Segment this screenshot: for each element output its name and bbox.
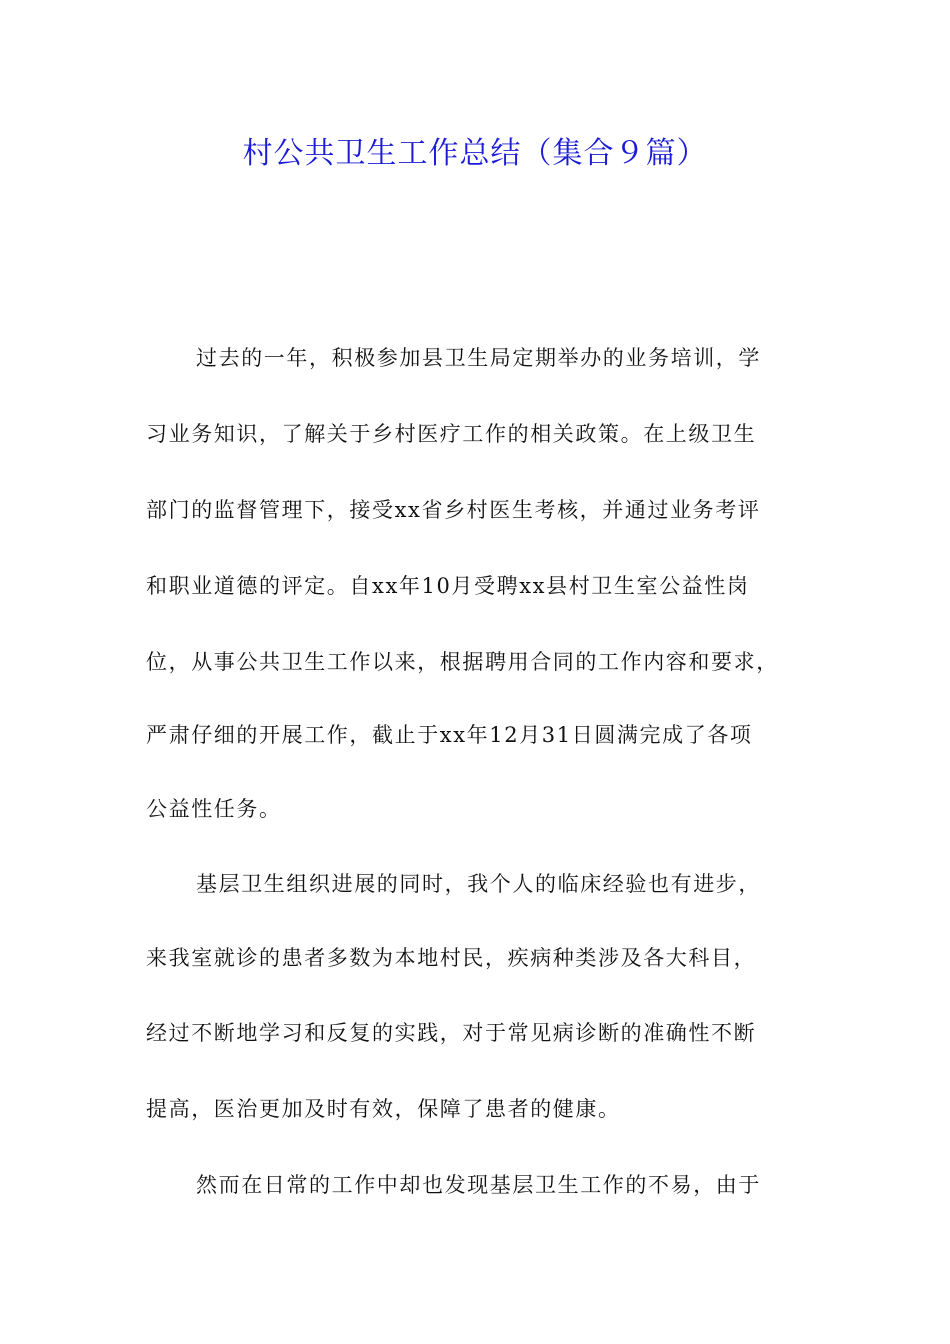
paragraph-2-line-2: 来我室就诊的患者多数为本地村民，疾病种类涉及各大科目， — [146, 946, 757, 970]
paragraph-1-line-2: 习业务知识，了解关于乡村医疗工作的相关政策。在上级卫生 — [146, 422, 757, 446]
paragraph-1-line-6: 严肃仔细的开展工作，截止于xx年12月31日圆满完成了各项 — [146, 723, 753, 747]
paragraph-1-line-4: 和职业道德的评定。自xx年10月受聘xx县村卫生室公益性岗 — [146, 574, 750, 598]
paragraph-1-line-5: 位，从事公共卫生工作以来，根据聘用合同的工作内容和要求， — [146, 650, 779, 674]
paragraph-2-line-4: 提高，医治更加及时有效，保障了患者的健康。 — [146, 1097, 621, 1121]
paragraph-1-line-3: 部门的监督管理下，接受xx省乡村医生考核，并通过业务考评 — [146, 498, 761, 522]
paragraph-1-line-7: 公益性任务。 — [146, 797, 282, 821]
document-title: 村公共卫生工作总结（集合９篇） — [242, 136, 708, 171]
paragraph-2-line-3: 经过不断地学习和反复的实践，对于常见病诊断的准确性不断 — [146, 1021, 757, 1045]
paragraph-1-line-1: 过去的一年，积极参加县卫生局定期举办的业务培训，学 — [196, 346, 761, 370]
paragraph-3-line-1: 然而在日常的工作中却也发现基层卫生工作的不易，由于 — [196, 1173, 761, 1197]
paragraph-2-line-1: 基层卫生组织进展的同时，我个人的临床经验也有进步， — [196, 872, 761, 896]
